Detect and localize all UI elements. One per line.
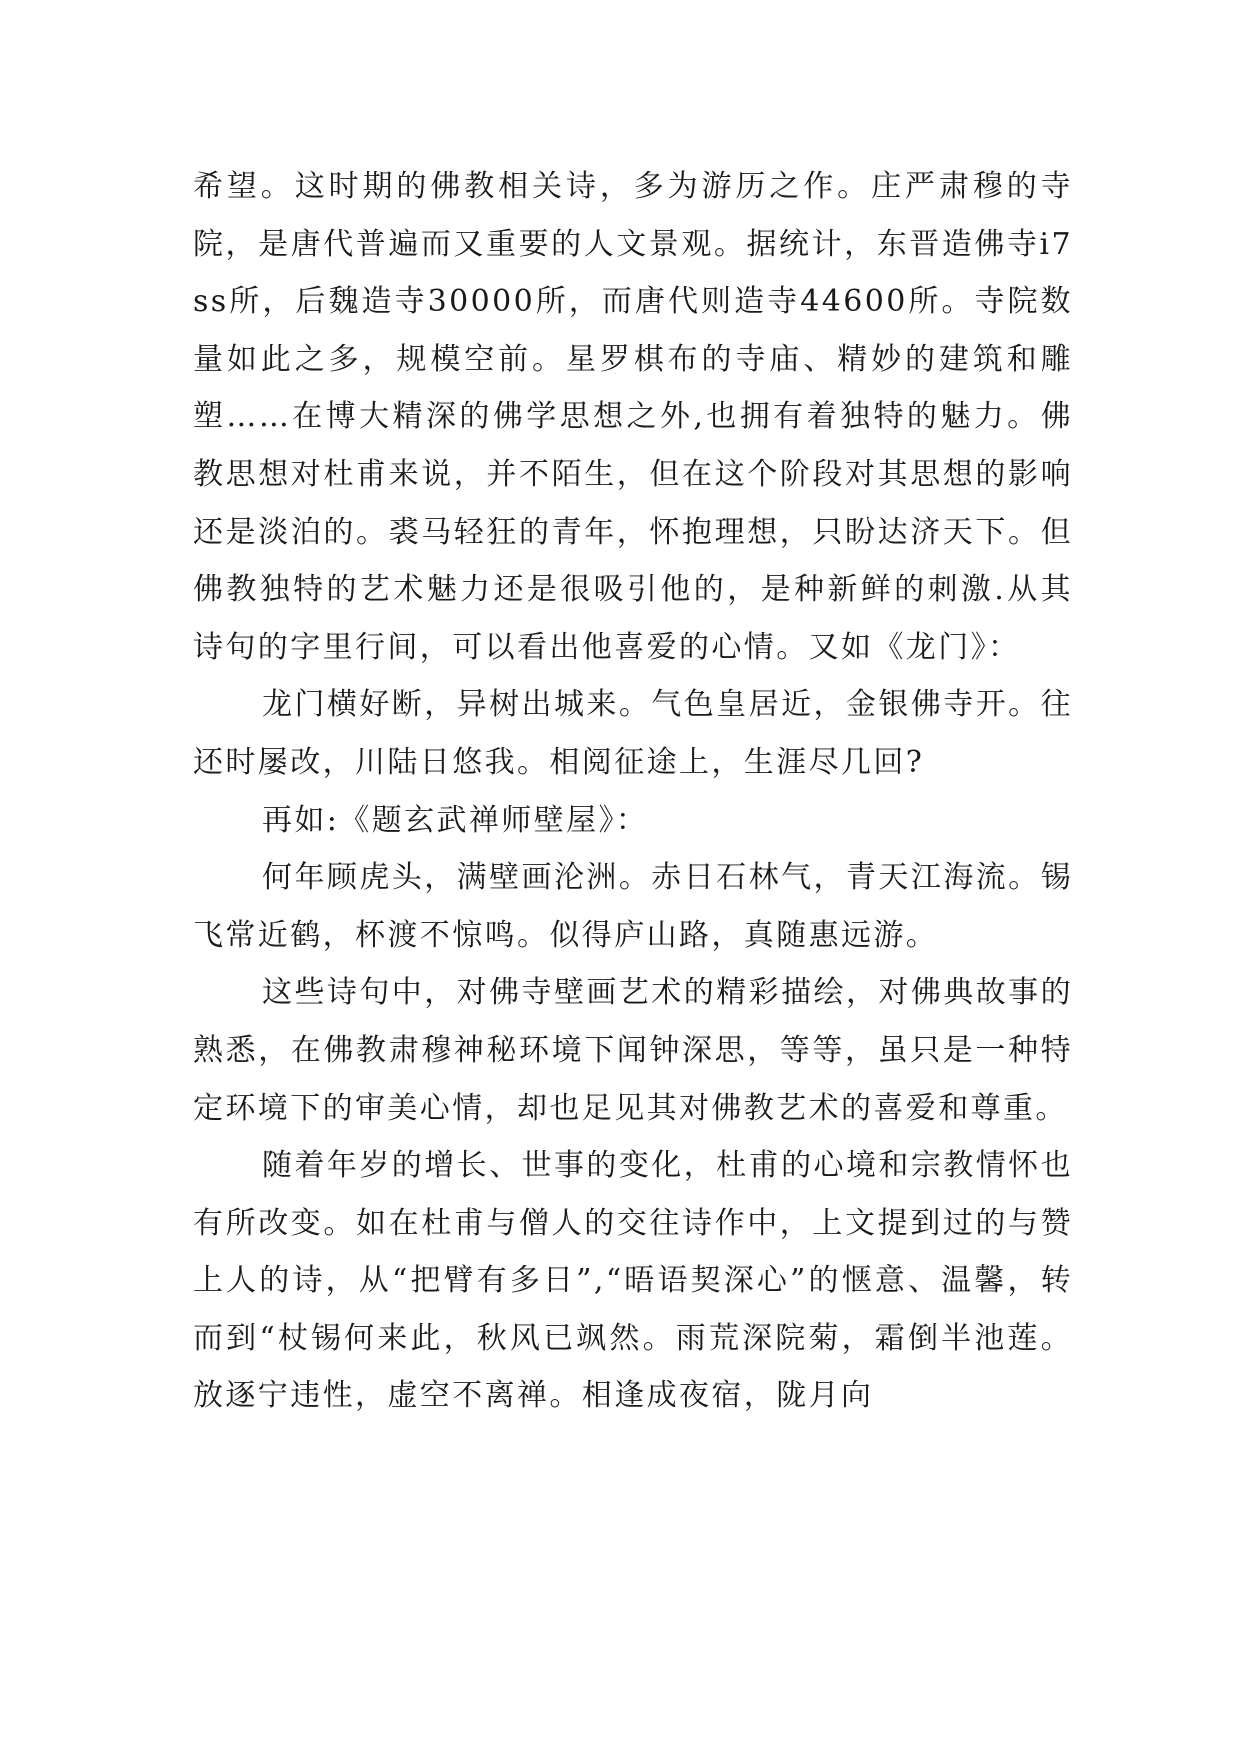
paragraph-1: 希望。这时期的佛教相关诗，多为游历之作。庄严肃穆的寺院，是唐代普遍而又重要的人文景观。据统计，东晋造佛寺i7ss所，后魏造寺30000所，而唐代则造寺44600所。寺院数量如此之多，规模空前。星罗棋布的寺庙、精妙的建筑和雕塑……在博大精深的佛学思想之外,也拥有着独特的魅力。佛教思想对杜甫来说，并不陌生，但在这个阶段对其思想的影响还是淡泊的。裘马轻狂的青年，怀抱理想，只盼达济天下。但佛教独特的艺术魅力还是很吸引他的，是种新鲜的刺激.从其诗句的字里行间，可以看出他喜爱的心情。又如《龙门》： bbox=[193, 169, 1073, 665]
paragraph-5: 这些诗句中，对佛寺壁画艺术的精彩描绘，对佛典故事的熟悉，在佛教肃穆神秘环境下闻钟深思，等等，虽只是一种特定环境下的审美心情，却也足见其对佛教艺术的喜爱和尊重。 bbox=[193, 975, 1073, 1126]
paragraph-4-poem-xuanwu: 何年顾虎头，满壁画沦洲。赤日石林气，青天江海流。锡飞常近鹤，杯渡不惊鸣。似得庐山路，真随惠远游。 bbox=[193, 860, 1073, 953]
paragraph-2-poem-longmen: 龙门横好断，异树出城来。气色皇居近，金银佛寺开。往还时屡改，川陆日悠我。相阅征途上，生涯尽几回? bbox=[193, 687, 1073, 780]
paragraph-3: 再如:《题玄武禅师壁屋》： bbox=[262, 802, 649, 838]
document-body bbox=[193, 158, 1073, 1425]
paragraph-6: 随着年岁的增长、世事的变化，杜甫的心境和宗教情怀也有所改变。如在杜甫与僧人的交往诗作中，上文提到过的与赞上人的诗，从“把臂有多日”,“晤语契深心”的惬意、温馨，转而到“杖锡何来此，秋风已飒然。雨荒深院菊，霜倒半池莲。放逐宁违性，虚空不离禅。相逢成夜宿，陇月向 bbox=[193, 1148, 1073, 1414]
